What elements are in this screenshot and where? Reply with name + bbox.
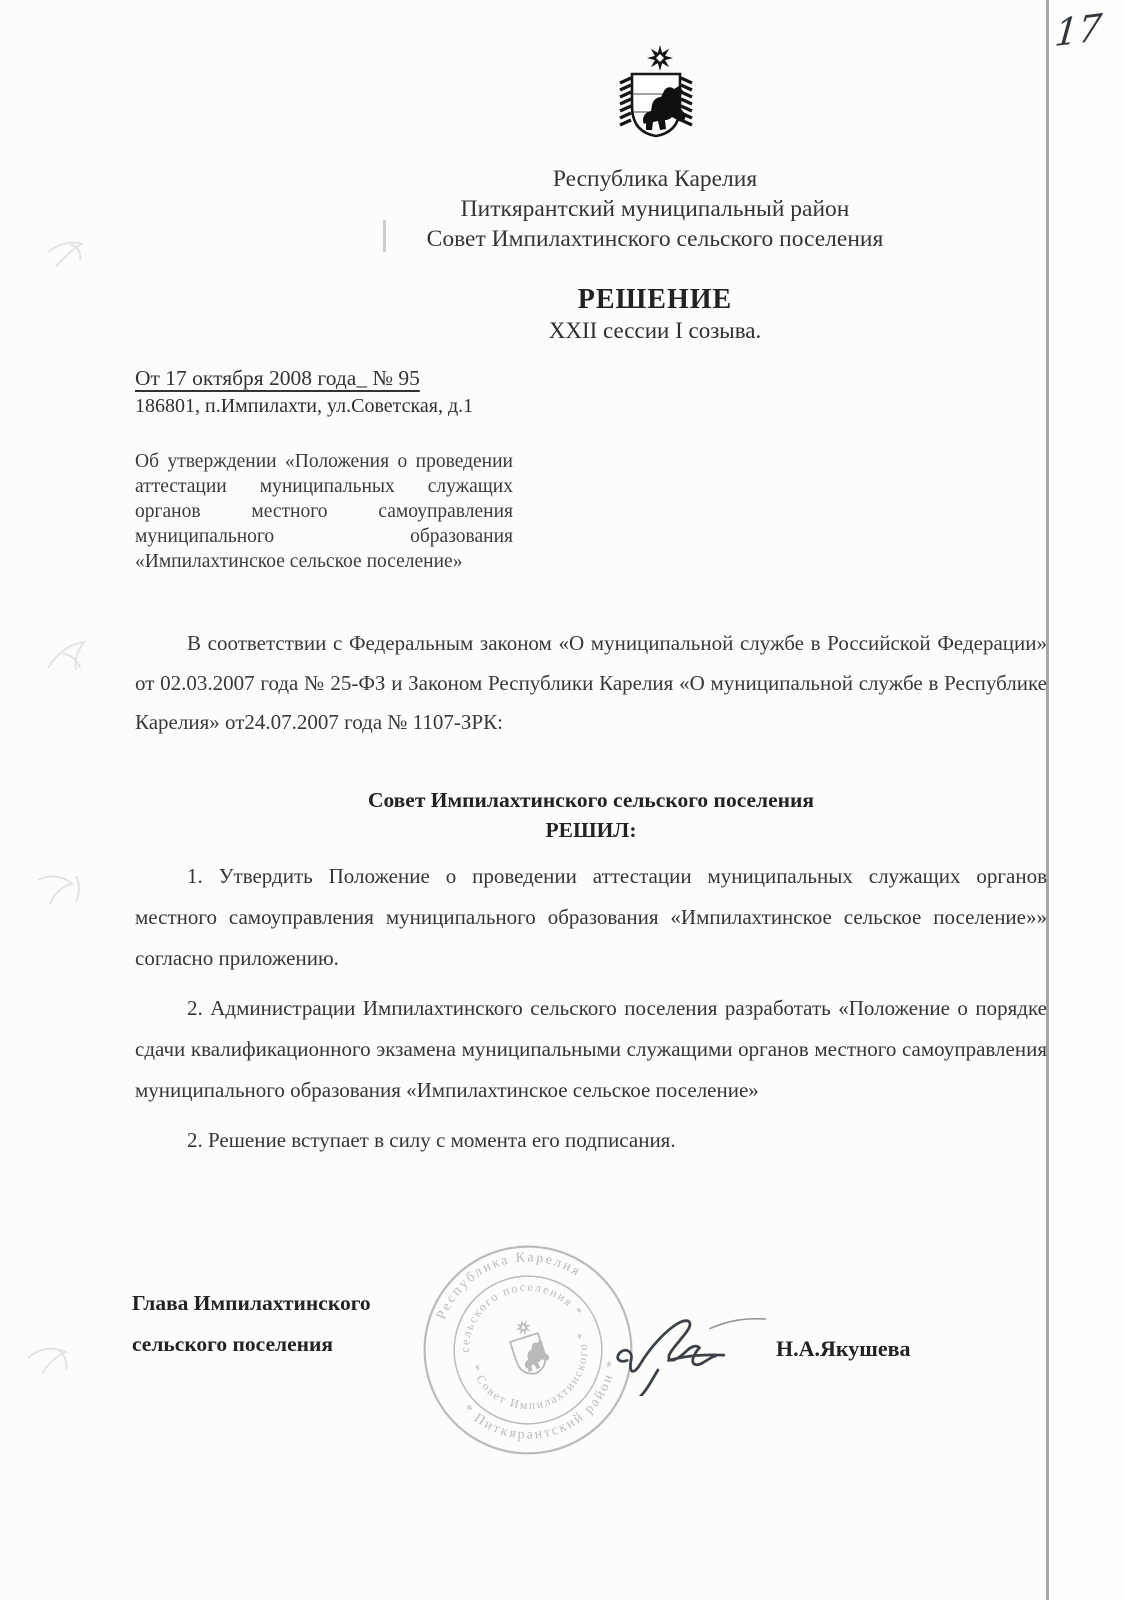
resolution-items (135, 856, 1047, 1170)
session-line: XXII сессии I созыва. (548, 318, 762, 343)
resolution-heading (135, 785, 1047, 845)
letterhead-district: Питкярантский муниципальный район (460, 196, 850, 222)
signature-flourish (710, 1319, 765, 1329)
letterhead (235, 164, 1075, 254)
resolution-item-1: 1. Утвердить Положение о проведении аттестации муниципальных служащих органов местного самоуправления муниципального образования «Импилахтинское сельское поселение»» согласно приложению. (135, 864, 1047, 970)
date-and-number-line: От 17 октября 2008 года_ № 95 (135, 366, 420, 390)
resolution-council-line: Совет Импилахтинского сельского поселения (367, 788, 815, 812)
handwritten-signature-icon (608, 1276, 778, 1396)
seal-center-emblem (505, 1315, 553, 1378)
subject-block: Об утверждении «Положения о проведении аттестации муниципальных служащих органов местного самоуправления муниципального образования «Импилахтинское сельское поселение» (135, 451, 513, 572)
seal-text-outer-bottom: * Питкярантский район * (460, 1357, 620, 1442)
signature-stroke (618, 1321, 724, 1396)
resolution-item-2: 2. Администрации Импилахтинского сельского поселения разработать «Положение о порядке сдачи квалификационного экзамена муниципальными служащими органов местного самоуправления муниципального образования «Импилахтинское сельское поселение» (135, 996, 1047, 1102)
seal-text-inner-bottom: * Совет Импилахтинского * (468, 1329, 591, 1413)
letterhead-republic: Республика Карелия (552, 166, 758, 192)
pencil-mark (42, 628, 102, 692)
seal-text-inner-top: сельского поселения * (457, 1279, 587, 1353)
pencil-mark (40, 222, 100, 292)
resolution-decided-line: РЕШИЛ: (545, 818, 637, 842)
signatory-name: Н.А.Якушева (776, 1336, 911, 1361)
handwritten-page-number: 17 (1052, 5, 1104, 56)
signatory-title-line2: сельского поселения (132, 1332, 334, 1356)
address-line: 186801, п.Импилахти, ул.Советская, д.1 (135, 395, 474, 417)
pencil-mark (22, 1328, 86, 1392)
svg-text:Республика Карелия (421, 1230, 587, 1325)
resolution-item-3: 2. Решение вступает в силу с момента его подписания. (187, 1128, 676, 1152)
emblem-branch-left (620, 78, 631, 125)
document-type-title: РЕШЕНИЕ (577, 284, 733, 315)
karelia-coat-of-arms-icon (618, 44, 694, 144)
letterhead-council: Совет Импилахтинского сельского поселения (426, 226, 884, 252)
emblem-star (647, 45, 673, 71)
preamble-paragraph: В соответствии с Федеральным законом «О муниципальной службе в Российской Федерации» от 02.03.2007 года № 25-ФЗ и Законом Республики Карелия «О муниципальной службе в Республике Карелия» от24.07.2007 года № 1107-ЗРК: (135, 631, 1047, 734)
pencil-mark (32, 858, 96, 924)
seal-text-outer-top: Республика Карелия (433, 1249, 585, 1322)
signatory-title-line1: Глава Импилахтинского (132, 1291, 371, 1315)
